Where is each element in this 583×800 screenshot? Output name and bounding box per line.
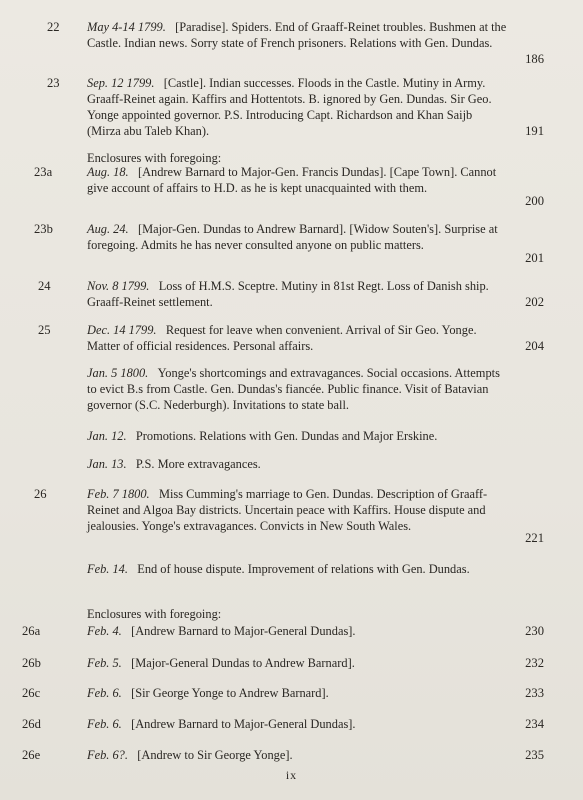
entry-summary: [Paradise]. Spiders. End of Graaff-Reinet troubles. Bushmen at the Castle. Indian news. Sorry state of French prisoners. Relations with Gen. Dundas. (87, 20, 507, 50)
entry-summary: [Sir George Yonge to Andrew Barnard]. (131, 686, 329, 700)
entry-text (87, 278, 507, 310)
entry-date: Nov. 8 1799. (87, 279, 150, 293)
entry-text (87, 747, 507, 763)
entry-text (87, 685, 507, 701)
entry-text (87, 164, 507, 196)
entry-summary: [Major-General Dundas to Andrew Barnard]. (131, 656, 355, 670)
entry-number: 26 (34, 487, 47, 501)
entry-text (87, 75, 507, 139)
entry-summary: [Andrew Barnard to Major-General Dundas]. (131, 624, 356, 638)
entry-page: 200 (525, 194, 544, 208)
entry-text (87, 365, 507, 413)
entry-text (87, 19, 507, 51)
entry-date: Feb. 4. (87, 624, 122, 638)
heading-text: Enclosures with foregoing: (87, 151, 222, 165)
entry-summary: Promotions. Relations with Gen. Dundas and Major Erskine. (135, 429, 438, 443)
entry-summary: Request for leave when convenient. Arrival of Sir Geo. Yonge. Matter of official residences. Personal affairs. (87, 323, 477, 353)
entry-number: 25 (38, 323, 51, 337)
entry-date: Feb. 6?. (87, 748, 128, 762)
entry-summary: Yonge's shortcomings and extravagances. Social occasions. Attempts to evict B.s from Castle. Gen. Dundas's fiancée. Public finance. Visit of Batavian governor (S.C. Nederburgh). Invitations to state ball. (87, 366, 500, 412)
entry-number: 26b (22, 656, 41, 670)
entry-page: 221 (525, 531, 544, 545)
entry-page: 201 (525, 251, 544, 265)
entry-page: 234 (525, 717, 544, 731)
entry-number: 24 (38, 279, 51, 293)
entry-page: 233 (525, 686, 544, 700)
entry-summary: [Andrew Barnard to Major-Gen. Francis Dundas]. [Cape Town]. Cannot give account of affairs to H.D. as he is kept unacquainted with them. (87, 165, 497, 195)
entry-number: 26a (22, 624, 41, 638)
entry-text (87, 623, 507, 639)
entry-date: Feb. 5. (87, 656, 122, 670)
entry-date: Feb. 6. (87, 686, 122, 700)
entry-text (87, 561, 507, 577)
entry-text (87, 456, 507, 472)
entry-summary: [Castle]. Indian successes. Floods in the Castle. Mutiny in Army. Graaff-Reinet again. Kaffirs and Hottentots. B. ignored by Gen. Dundas. Sir Geo. Yonge appointed governor. P.S. Introducing Capt. Richardson and Khan Saijb (Mirza abu Taleb Khan). (87, 76, 492, 138)
entry-summary: Loss of H.M.S. Sceptre. Mutiny in 81st Regt. Loss of Danish ship. Graaff-Reinet settlement. (87, 279, 489, 309)
entry-number: 23a (34, 165, 53, 179)
entry-text (87, 655, 507, 671)
entry-text (87, 322, 507, 354)
page-folio: ix (285, 768, 298, 782)
entry-date: May 4-14 1799. (87, 20, 166, 34)
entry-date: Jan. 12. (87, 429, 127, 443)
entry-number: 26e (22, 748, 41, 762)
entry-date: Aug. 18. (87, 165, 129, 179)
entry-page: 235 (525, 748, 544, 762)
entry-page: 202 (525, 295, 544, 309)
entry-summary: End of house dispute. Improvement of relations with Gen. Dundas. (137, 562, 470, 576)
entry-text (87, 486, 507, 534)
entry-date: Feb. 7 1800. (87, 487, 150, 501)
entry-summary: [Andrew to Sir George Yonge]. (137, 748, 293, 762)
entry-date: Sep. 12 1799. (87, 76, 155, 90)
entry-summary: Miss Cumming's marriage to Gen. Dundas. Description of Graaff-Reinet and Algoa Bay districts. Uncertain peace with Kaffirs. House dispute and jealousies. Yonge's extravagances. Convicts in New South Wales. (87, 487, 488, 533)
entry-date: Jan. 5 1800. (87, 366, 149, 380)
heading-text: Enclosures with foregoing: (87, 607, 222, 621)
entry-text (87, 716, 507, 732)
entry-date: Aug. 24. (87, 222, 129, 236)
entry-summary: [Andrew Barnard to Major-General Dundas]. (131, 717, 356, 731)
entry-text (87, 221, 507, 253)
entry-page: 230 (525, 624, 544, 638)
entry-summary: [Major-Gen. Dundas to Andrew Barnard]. [Widow Souten's]. Surprise at foregoing. Admits he has never consulted anyone on public matters. (87, 222, 498, 252)
entry-page: 204 (525, 339, 544, 353)
entry-date: Jan. 13. (87, 457, 127, 471)
entry-number: 26c (22, 686, 41, 700)
entry-date: Dec. 14 1799. (87, 323, 157, 337)
entry-number: 22 (47, 20, 60, 34)
entry-number: 26d (22, 717, 41, 731)
entry-number: 23b (34, 222, 53, 236)
entry-text (87, 428, 507, 444)
entry-page: 186 (525, 52, 544, 66)
entry-number: 23 (47, 76, 60, 90)
entry-date: Feb. 14. (87, 562, 128, 576)
entry-page: 191 (525, 124, 544, 138)
entry-page: 232 (525, 656, 544, 670)
entry-summary: P.S. More extravagances. (135, 457, 261, 471)
entry-date: Feb. 6. (87, 717, 122, 731)
